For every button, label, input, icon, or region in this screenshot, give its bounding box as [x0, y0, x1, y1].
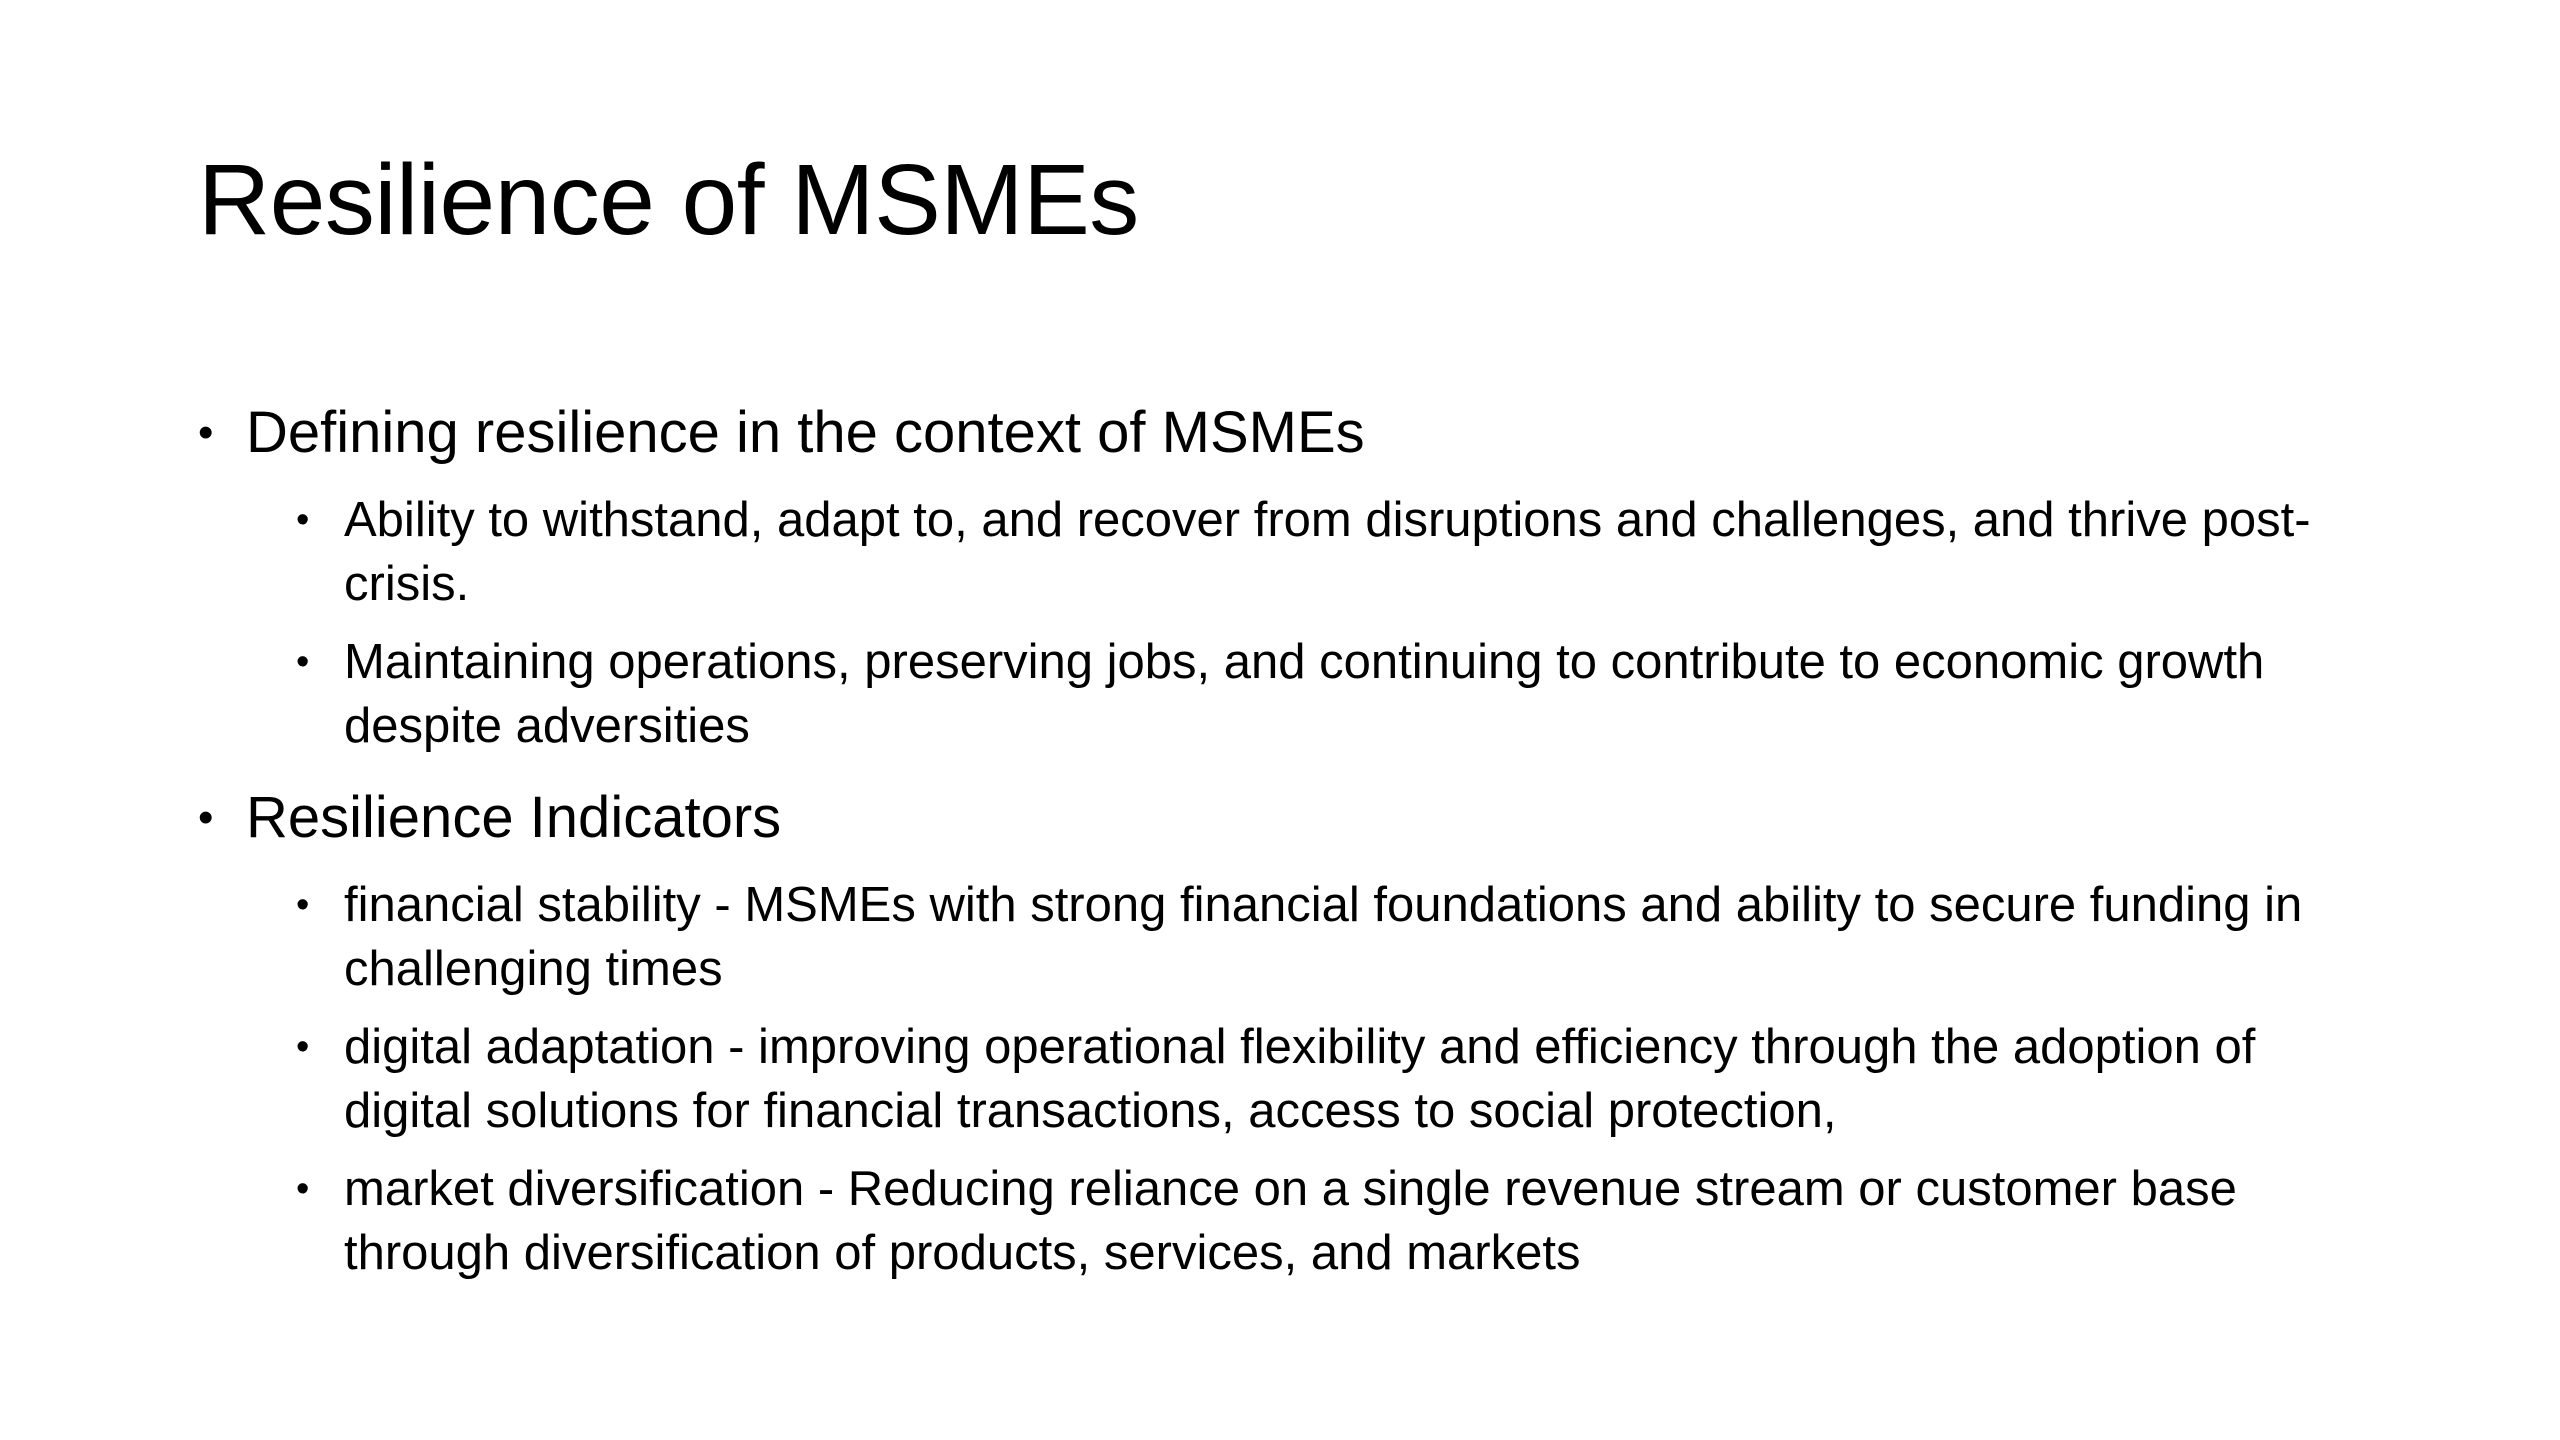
sub-bullet-market-diversification [296, 1157, 2396, 1285]
bullet-dot-icon: • [296, 1026, 310, 1068]
sub-bullet-digital-adaptation [296, 1015, 2396, 1143]
sub-bullet-financial-stability [296, 873, 2396, 1001]
sub-bullet-text: financial stability - MSMEs with strong financial foundations and ability to secure funding in challenging times [344, 878, 2303, 996]
sub-bullet-text: digital adaptation - improving operational flexibility and efficiency through the adoption of digital solutions for financial transactions, access to social protection, [344, 1020, 2256, 1138]
slide-title: Resilience of MSMEs [198, 144, 1139, 256]
bullet-dot-icon: • [198, 793, 214, 842]
bullet-heading-text: Defining resilience in the context of MSMEs [246, 400, 1365, 465]
sub-bullet-text: market diversification - Reducing reliance on a single revenue stream or customer base through diversification of products, services, and markets [344, 1162, 2237, 1280]
bullet-dot-icon: • [198, 408, 214, 457]
sub-bullet-maintaining [296, 630, 2396, 758]
bullet-dot-icon: • [296, 1168, 310, 1210]
sub-bullet-ability [296, 488, 2396, 616]
bullet-dot-icon: • [296, 499, 310, 541]
bullet-dot-icon: • [296, 641, 310, 683]
sub-bullet-text: Ability to withstand, adapt to, and recover from disruptions and challenges, and thrive post-crisis. [344, 493, 2311, 611]
bullet-heading-defining-resilience [198, 400, 1365, 467]
bullet-heading-resilience-indicators [198, 785, 781, 852]
bullet-dot-icon: • [296, 884, 310, 926]
sub-bullet-text: Maintaining operations, preserving jobs, and continuing to contribute to economic growth despite adversities [344, 635, 2265, 753]
bullet-heading-text: Resilience Indicators [246, 785, 782, 850]
